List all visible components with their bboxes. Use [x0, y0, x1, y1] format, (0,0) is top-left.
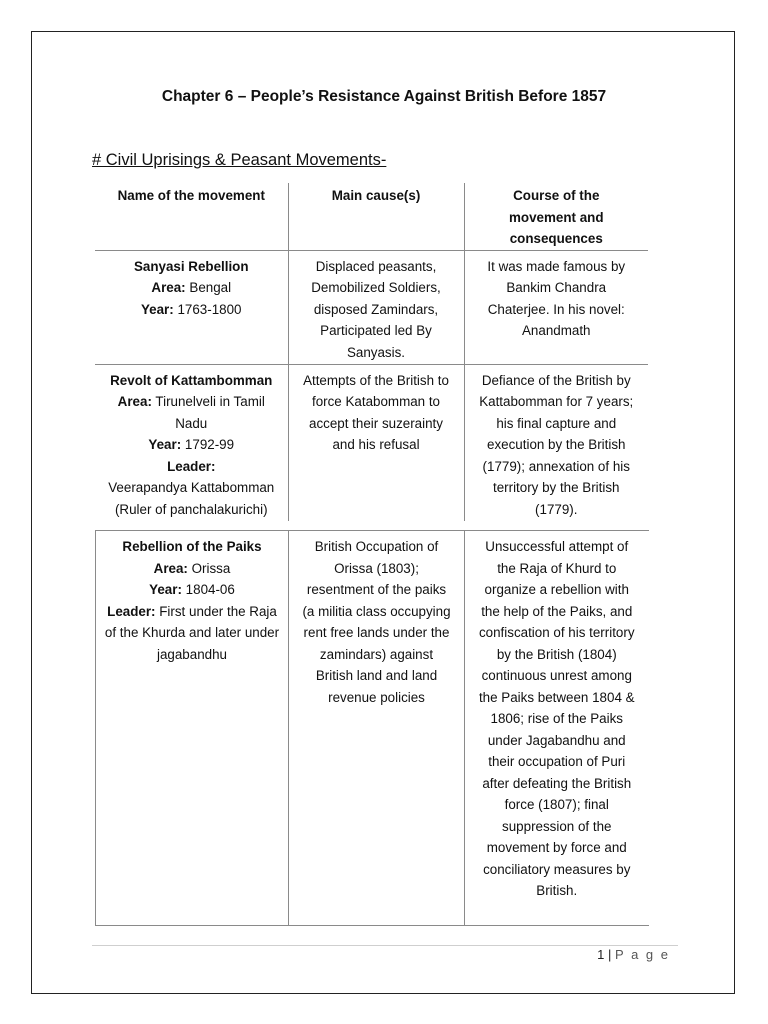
- cause-line: rent free lands under the: [303, 625, 450, 640]
- course-line: Kattabomman for 7 years;: [479, 394, 634, 409]
- course-cell: [464, 364, 648, 521]
- course-line: Chaterjee. In his novel:: [487, 301, 625, 317]
- course-line: 1806; rise of the Paiks: [490, 711, 623, 726]
- course-line: by the British (1804): [496, 646, 617, 662]
- cause-line: resentment of the paiks: [306, 582, 447, 597]
- page-title: Chapter 6 – People’s Resistance Against British Before 1857: [161, 88, 607, 105]
- course-line: conciliatory measures by: [483, 861, 631, 877]
- cause-line: accept their suzerainty: [309, 415, 443, 431]
- cause-line: zamindars) against: [319, 646, 434, 662]
- cause-line: Orissa (1803);: [334, 560, 419, 576]
- area-value: Orissa: [191, 560, 231, 576]
- course-line: the help of the Paiks, and: [481, 603, 633, 619]
- page-footer: [597, 947, 670, 962]
- table-header-row: [95, 183, 648, 250]
- footer-separator: |: [608, 947, 612, 962]
- leader-value: (Ruler of panchalakurichi): [114, 501, 268, 517]
- header-name: Name of the movement: [117, 188, 265, 203]
- course-line: the Raja of Khurd to: [497, 560, 617, 576]
- cause-line: Displaced peasants,: [315, 258, 437, 274]
- course-line: force (1807); final: [504, 797, 609, 812]
- year-label: Year:: [149, 582, 182, 597]
- cause-line: force Katabomman to: [311, 394, 441, 409]
- area-value: Bengal: [189, 280, 232, 295]
- year-label: Year:: [148, 437, 182, 452]
- header-cause: Main cause(s): [288, 183, 464, 250]
- cause-line: British land and land: [315, 668, 438, 683]
- course-line: organize a rebellion with: [484, 582, 629, 597]
- cause-cell: [288, 250, 464, 364]
- movement-name: Sanyasi Rebellion: [133, 258, 249, 274]
- movements-table-continued: [95, 530, 649, 926]
- cause-cell: [288, 364, 464, 521]
- course-line: the Paiks between 1804 &: [478, 689, 635, 705]
- movements-table: [95, 183, 648, 521]
- course-line: British.: [536, 883, 578, 898]
- table-row: [96, 531, 649, 926]
- header-course-line: Course of the: [513, 188, 600, 203]
- course-line: suppression of the: [502, 818, 612, 834]
- leader-value: Veerapandya Kattabomman: [108, 480, 275, 495]
- header-course-line: consequences: [509, 231, 603, 246]
- section-heading: # Civil Uprisings & Peasant Movements-: [92, 151, 387, 169]
- cause-line: revenue policies: [328, 689, 425, 705]
- course-cell: [464, 250, 648, 364]
- course-line: after defeating the British: [482, 775, 632, 791]
- course-line: Anandmath: [522, 323, 591, 338]
- year-value: 1763-1800: [177, 301, 242, 317]
- area-label: Area:: [153, 560, 188, 576]
- page-label: P a g e: [615, 947, 670, 962]
- table-row: [95, 364, 648, 521]
- course-line: (1779).: [535, 501, 578, 517]
- leader-label: Leader:: [107, 603, 156, 619]
- course-line: confiscation of his territory: [478, 625, 635, 640]
- cause-line: British Occupation of: [314, 539, 439, 554]
- area-label: Area:: [117, 394, 152, 409]
- footer-divider: [92, 945, 678, 946]
- movement-name-cell: [96, 531, 289, 926]
- year-value: 1792-99: [184, 437, 235, 452]
- leader-label: Leader:: [167, 458, 216, 474]
- course-line: territory by the British: [492, 480, 620, 495]
- cause-line: and his refusal: [332, 437, 420, 452]
- course-line: continuous unrest among: [481, 668, 632, 683]
- movement-name-cell: [95, 250, 288, 364]
- header-course: [464, 183, 648, 250]
- cause-line: Sanyasis.: [346, 344, 406, 360]
- course-line: their occupation of Puri: [488, 754, 626, 769]
- year-label: Year:: [140, 301, 174, 317]
- cause-line: Participated led By: [320, 323, 432, 338]
- area-value: Tirunelveli in Tamil Nadu: [155, 394, 265, 431]
- table-row: [95, 250, 648, 364]
- movement-name-cell: [95, 364, 288, 521]
- course-line: execution by the British: [487, 437, 626, 452]
- header-course-line: movement and: [509, 209, 604, 225]
- course-line: (1779); annexation of his: [482, 458, 630, 474]
- movement-name: Rebellion of the Paiks: [122, 539, 262, 554]
- course-line: his final capture and: [496, 415, 617, 431]
- course-line: Bankim Chandra: [506, 280, 607, 295]
- leader-value: First under the Raja of the Khurda and later under jagabandhu: [104, 603, 280, 662]
- cause-line: disposed Zamindars,: [313, 301, 439, 317]
- cause-line: Demobilized Soldiers,: [311, 280, 441, 295]
- course-line: Defiance of the British by: [481, 372, 631, 388]
- year-value: 1804-06: [185, 582, 235, 597]
- course-cell: [465, 531, 649, 926]
- course-line: Unsuccessful attempt of: [485, 539, 629, 554]
- course-line: movement by force and: [486, 840, 627, 855]
- movement-name: Revolt of Kattambomman: [110, 372, 273, 388]
- area-label: Area:: [151, 280, 186, 295]
- cause-line: Attempts of the British to: [303, 372, 449, 388]
- course-line: It was made famous by: [487, 258, 626, 274]
- cause-cell: [289, 531, 465, 926]
- cause-line: (a militia class occupying: [302, 603, 451, 619]
- page-number: 1: [597, 947, 605, 962]
- course-line: under Jagabandhu and: [487, 732, 626, 748]
